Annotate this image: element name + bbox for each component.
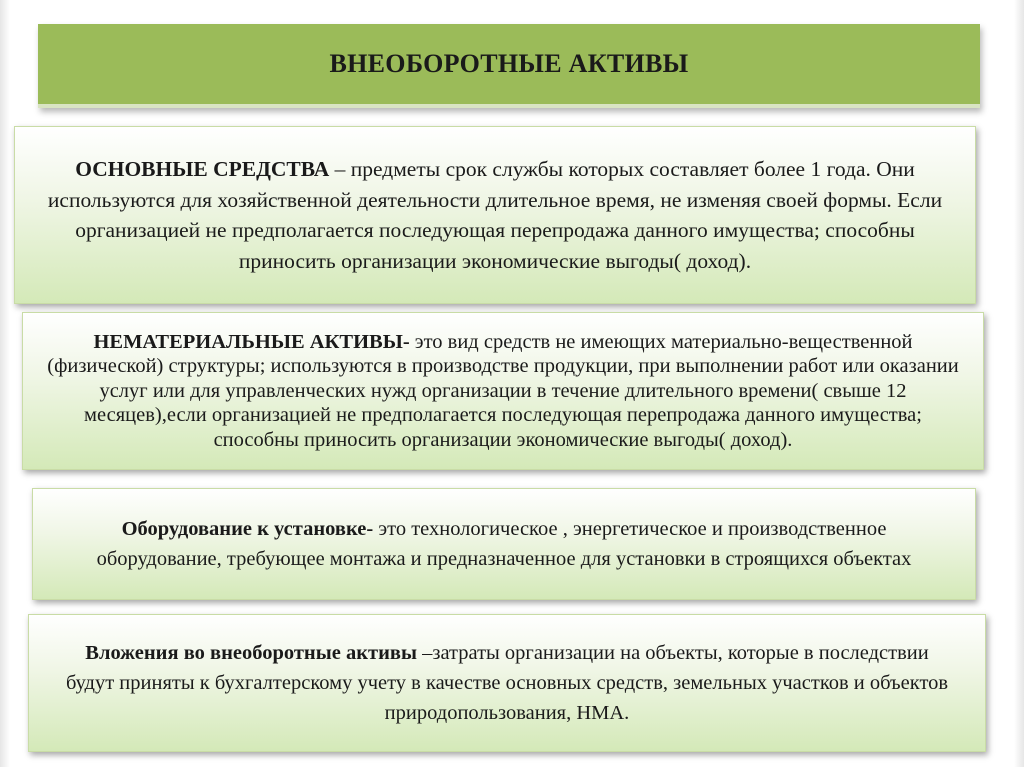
term-fixed-assets: ОСНОВНЫЕ СРЕДСТВА bbox=[75, 157, 330, 181]
definition-fixed-assets: – предметы срок службы которых составляет более 1 года. Они используются для хозяйственной деятельности длительное время, не изменяя своей формы. Если организацией не предполагается последующая перепродажа данного имущества; способны приносить организации экономические выгоды( доход). bbox=[47, 157, 943, 273]
definition-non-current-investments: –затраты организации на объекты, которые в последствии будут приняты к бухгалтерскому учету в качестве основных средств, земельных участков и объектов природопользования, НМА. bbox=[65, 642, 949, 724]
definition-box-fixed-assets bbox=[14, 126, 976, 304]
definition-text bbox=[73, 514, 935, 574]
title-bar bbox=[38, 24, 980, 108]
slide-edge-right bbox=[1014, 0, 1024, 767]
definition-text bbox=[41, 154, 949, 276]
definition-text bbox=[59, 638, 955, 728]
slide-title: ВНЕОБОРОТНЫЕ АКТИВЫ bbox=[329, 49, 689, 78]
definition-box-intangible-assets bbox=[22, 312, 984, 470]
term-non-current-investments: Вложения во внеоборотные активы bbox=[85, 642, 417, 664]
term-equipment-for-installation: Оборудование к установке- bbox=[121, 518, 374, 540]
definition-box-equipment-for-installation bbox=[32, 488, 976, 600]
definition-equipment-for-installation: это технологическое , энергетическое и производственное оборудование, требующее монтажа и предназначенное для установки в строящихся объектах bbox=[96, 518, 912, 570]
term-intangible-assets: НЕМАТЕРИАЛЬНЫЕ АКТИВЫ- bbox=[93, 330, 410, 353]
definition-box-non-current-investments bbox=[28, 614, 986, 752]
definition-intangible-assets: это вид средств не имеющих материально-вещественной (физической) структуры; используются в производстве продукции, при выполнении работ или оказании услуг или для управленческих нужд организации в течение длительного времени( свыше 12 месяцев),если организацией не предполагается последующая перепродажа данного имущества; способны приносить организации экономические выгоды( доход). bbox=[47, 330, 959, 451]
slide-edge-left bbox=[0, 0, 10, 767]
definition-text bbox=[45, 330, 961, 453]
